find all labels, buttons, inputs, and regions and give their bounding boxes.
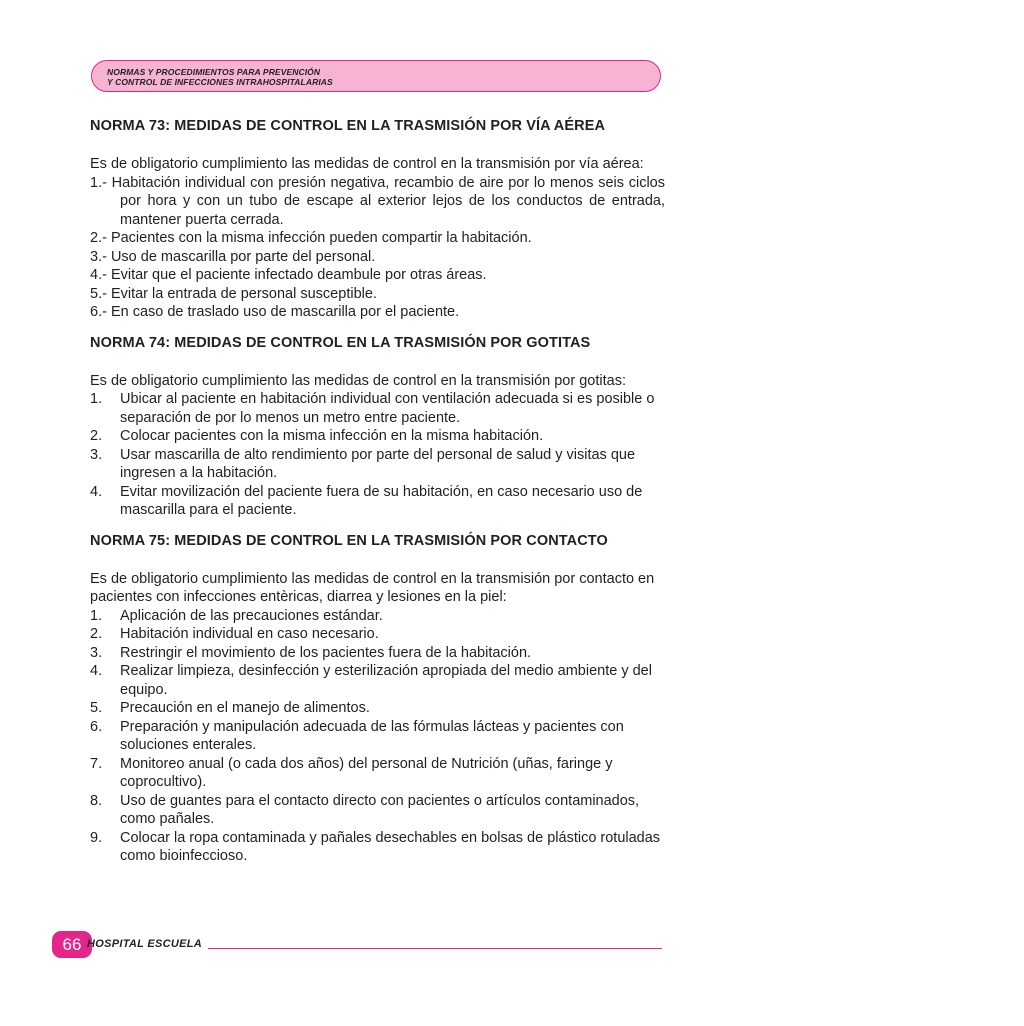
- list-item: [90, 446, 665, 483]
- header-line-1: NORMAS Y PROCEDIMIENTOS PARA PREVENCIÓN: [107, 67, 321, 77]
- list-text: Uso de guantes para el contacto directo con pacientes o artículos contaminados, como pañales.: [120, 792, 640, 827]
- list-number: 4.: [90, 483, 103, 500]
- list-item: [90, 699, 665, 718]
- list-text: Aplicación de las precauciones estándar.: [120, 607, 383, 624]
- list-text: Ubicar al paciente en habitación individual con ventilación adecuada si es posible o separación de por lo menos un metro entre paciente.: [120, 391, 655, 426]
- list-item: 6.- En caso de traslado uso de mascarilla por el paciente.: [90, 304, 460, 320]
- list-item: [90, 427, 665, 446]
- page-content: [90, 116, 665, 866]
- list-number: 3.: [90, 446, 103, 463]
- norma-74-intro: Es de obligatorio cumplimiento las medidas de control en la transmisión por gotitas:: [90, 372, 626, 389]
- norma-75-title: NORMA 75: MEDIDAS DE CONTROL EN LA TRASMISIÓN POR CONTACTO: [90, 532, 608, 549]
- list-number: 2.: [90, 626, 103, 642]
- list-item: [90, 644, 665, 663]
- list-number: 8.: [90, 792, 103, 809]
- list-item: [90, 390, 665, 427]
- list-number: 6.: [90, 718, 103, 735]
- list-text: Evitar movilización del paciente fuera de su habitación, en caso necesario uso de mascarilla para el paciente.: [120, 483, 643, 518]
- list-item: [90, 625, 665, 644]
- list-number: 1.: [90, 391, 103, 407]
- list-item: [90, 483, 665, 520]
- list-item: [90, 792, 665, 829]
- norma-75-intro: Es de obligatorio cumplimiento las medidas de control en la transmisión por contacto en pacientes con infecciones entèricas, diarrea y lesiones en la piel:: [90, 570, 655, 605]
- list-number: 9.: [90, 829, 103, 846]
- norma-73-title: NORMA 73: MEDIDAS DE CONTROL EN LA TRASMISIÓN POR VÍA AÉREA: [90, 118, 606, 134]
- list-text: Usar mascarilla de alto rendimiento por parte del personal de salud y visitas que ingresen a la habitación.: [120, 446, 636, 481]
- footer-label: HOSPITAL ESCUELA: [87, 938, 203, 950]
- list-item: [90, 755, 665, 792]
- list-item: [90, 718, 665, 755]
- list-item: [90, 607, 665, 626]
- header-line-2: Y CONTROL DE INFECCIONES INTRAHOSPITALARIAS: [107, 77, 333, 87]
- list-text: Colocar pacientes con la misma infección en la misma habitación.: [120, 428, 544, 444]
- norma-73-list: [90, 174, 665, 322]
- list-text: Precaución en el manejo de alimentos.: [120, 700, 370, 716]
- list-number: 3.: [90, 644, 103, 661]
- footer-rule: [208, 948, 662, 949]
- list-item: 4.- Evitar que el paciente infectado deambule por otras áreas.: [90, 267, 487, 283]
- list-text: Colocar la ropa contaminada y pañales desechables en bolsas de plástico rotuladas como bioinfeccioso.: [120, 829, 661, 864]
- list-item: 3.- Uso de mascarilla por parte del personal.: [90, 248, 376, 265]
- list-number: 5.: [90, 700, 103, 716]
- list-number: 4.: [90, 663, 103, 679]
- norma-74-list: [90, 390, 665, 520]
- list-text: Preparación y manipulación adecuada de las fórmulas lácteas y pacientes con soluciones enterales.: [120, 718, 624, 753]
- list-number: 1.: [90, 607, 103, 624]
- norma-73-intro: Es de obligatorio cumplimiento las medidas de control en la transmisión por vía aérea:: [90, 156, 644, 172]
- list-number: 2.: [90, 428, 103, 444]
- norma-74-title: NORMA 74: MEDIDAS DE CONTROL EN LA TRASMISIÓN POR GOTITAS: [90, 334, 591, 351]
- list-item: 5.- Evitar la entrada de personal susceptible.: [90, 285, 377, 302]
- list-item: [90, 662, 665, 699]
- list-number: 7.: [90, 755, 103, 772]
- list-text: Habitación individual en caso necesario.: [120, 626, 379, 642]
- page-number-badge: 66: [52, 931, 92, 958]
- norma-75-list: [90, 607, 665, 866]
- header-text: [107, 67, 333, 87]
- list-item: 2.- Pacientes con la misma infección pueden compartir la habitación.: [90, 230, 532, 246]
- list-item: 1.- Habitación individual con presión negativa, recambio de aire por lo menos seis ciclos por hora y con un tubo de escape al exterior lejos de los conductos de entrada, mantener puerta cerrada.: [90, 174, 665, 228]
- list-text: Realizar limpieza, desinfección y esterilización apropiada del medio ambiente y del equipo.: [120, 663, 652, 698]
- list-text: Monitoreo anual (o cada dos años) del personal de Nutrición (uñas, faringe y coprocultivo).: [120, 755, 613, 790]
- list-item: [90, 829, 665, 866]
- list-text: Restringir el movimiento de los pacientes fuera de la habitación.: [120, 644, 532, 661]
